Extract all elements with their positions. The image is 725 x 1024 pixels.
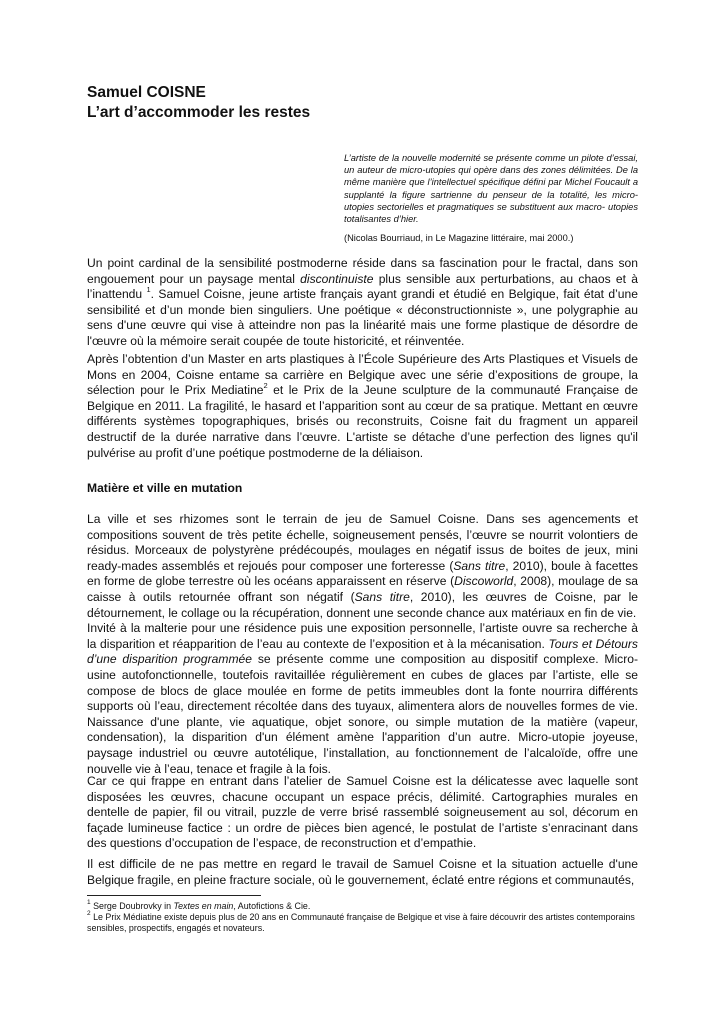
paragraph-3 xyxy=(87,512,638,777)
footnote-1 xyxy=(87,901,638,912)
italic-text: Textes en main xyxy=(173,901,234,911)
footnotes xyxy=(87,901,638,935)
text-run: Après l’obtention d’un Master en arts plastiques à l’École Supérieure des Arts Plastiques et Visuels de Mons en 2004, Coisne entame sa carrière en Belgique avec une série d’expositions de groupe, la sélection pour le Prix Mediatine xyxy=(87,352,638,398)
text-run: plus sensible aux perturbations, au chaos et à l’inattendu xyxy=(87,271,638,302)
text-run: , Autofictions & Cie. xyxy=(233,901,311,911)
paragraph-5-text: Il est difficile de ne pas mettre en regard le travail de Samuel Coisne et la situation actuelle d'une Belgique fragile, en pleine fracture sociale, où le gouvernement, éclaté entre régions et communautés, xyxy=(87,857,638,887)
text-run: et le Prix de la Jeune sculpture de la communauté Française de Belgique en 2011. La fragilité, le hasard et l’apparition sont au cœur de sa pratique. Mettant en œuvre différents systèmes topographiques, brisés ou reconstruits, Coisne fait du fragment un appareil destructif de la durée narrative dans l’œuvre. L'artiste se détache d’une perfection des lignes qu'il pulvérise au profit d’une poétique postmoderne de la déliaison. xyxy=(87,383,638,460)
article-title: L’art d’accommoder les restes xyxy=(87,104,311,121)
paragraph-4-text: Car ce qui frappe en entrant dans l’atelier de Samuel Coisne est la délicatesse avec laquelle sont disposées les œuvres, chacune occupant un espace précis, délimité. Cartographies murales en dentelle de papier, fil ou vitrail, puzzle de verre brisé rassemblé soigneusement au sol, décorum en façade lumineuse factice : un ordre de pièces bien agencé, le postulat de l’artiste s’enracinant dans des questions d’occupation de l’espace, de reconstruction et d’empathie. xyxy=(87,774,638,851)
italic-text: Sans titre xyxy=(354,589,410,604)
title-block xyxy=(87,83,647,123)
artist-name: Samuel COISNE xyxy=(87,84,206,101)
epigraph-quote: L’artiste de la nouvelle modernité se présente comme un pilote d’essai, un auteur de micro-utopies qui opère dans des zones délimitées. De la même manière que l’intellectuel spécifique défini par Michel Foucault a supplanté la figure sartrienne du penseur de la totalité, les micro-utopies sectorielles et pragmatiques se substituent aux macro- utopies totalisantes d’hier. xyxy=(344,153,638,225)
italic-text: Tours et Détours d’une disparition programmée xyxy=(87,636,638,667)
text-run: Le Prix Médiatine existe depuis plus de 20 ans en Communauté française de Belgique et vise à faire découvrir des artistes contemporains sensibles, prospectifs, engagés et novateurs. xyxy=(87,912,635,934)
text-run: , 2008), moulage de sa caisse à outils retournée offrant son négatif ( xyxy=(87,574,638,604)
text-run: La ville et ses rhizomes sont le terrain de jeu de Samuel Coisne. Dans ses agencements et compositions souvent de très petite échelle, soigneusement pensés, l’œuvre se nourrit volontiers de résidus. Morceaux de polystyrène prédécoupés, moulages en négatif issus de boites de jeux, mini ready-mades assemblés et rejoués pour composer une forteresse ( xyxy=(87,512,638,573)
text-run: se présente comme une composition au dispositif complexe. Micro-usine autofonctionnelle, toutefois ravitaillée régulièrement en cubes de glaces par l’artiste, elle se compose de blocs de glace moulée en forme de petits immeubles dont la fonte nourrira différents supports où l’eau, directement récoltée dans des tuyaux, alimentera alors de nouvelles formes de vie. Naissance d'une plante, vie aquatique, objet sonore, ou simple mutation de la matière (vapeur, condensation), la disparition d'un élément amène l'apparition d’un autre. Micro-utopie joyeuse, paysage industriel ou œuvre autotélique, l’installation, au fonctionnement de l’alcaloïde, offre une nouvelle vie à l’eau, tenace et fragile à la fois. xyxy=(87,652,638,776)
footnote-number: 1 xyxy=(87,899,91,907)
text-run: Invité à la malterie pour une résidence puis une exposition personnelle, l’artiste ouvre sa recherche à la disparition et réapparition de l’eau au contexte de l’exposition et à la mécanisation. xyxy=(87,621,638,651)
section-heading: Matière et ville en mutation xyxy=(87,481,243,495)
footnote-2 xyxy=(87,912,638,934)
text-run: Serge Doubrovky in xyxy=(90,901,174,911)
text-run: , 2010), les œuvres de Coisne, par le détournement, le collage ou la récupération, donnent une seconde chance aux matériaux en fin de vie. xyxy=(87,589,639,620)
italic-text: discontinuiste xyxy=(300,271,374,286)
footnote-number: 2 xyxy=(87,910,91,918)
text-run: Un point cardinal de la sensibilité postmoderne réside dans sa fascination pour le fractal, dans son engouement pour un paysage mental xyxy=(87,256,638,286)
footnote-ref-1[interactable]: 1 xyxy=(146,285,151,295)
epigraph-source: (Nicolas Bourriaud, in Le Magazine littéraire, mai 2000.) xyxy=(344,233,574,244)
italic-text: Discoworld xyxy=(454,574,514,589)
footnote-ref-2[interactable]: 2 xyxy=(263,381,268,391)
footnote-divider xyxy=(87,895,261,896)
paragraph-1 xyxy=(87,256,638,350)
text-run: . Samuel Coisne, jeune artiste français ayant grandi et étudié en Belgique, fait état d’une sensibilité et d’un monde bien singuliers. Une poétique « déconstructionniste », une polygraphie au sens d'une œuvre qui vise à atteindre non pas la linéarité mais une forme plastique de désordre de l'œuvre où la mémoire serait coupée de toute historicité, et réinventée. xyxy=(87,287,638,348)
paragraph-4 xyxy=(87,774,638,852)
text-run: , 2010), boule à facettes en forme de globe terrestre où les océans apparaissent en réserve ( xyxy=(87,558,638,589)
paragraph-5 xyxy=(87,857,638,888)
epigraph xyxy=(344,152,638,244)
paragraph-2 xyxy=(87,352,638,461)
italic-text: Sans titre xyxy=(453,558,506,573)
